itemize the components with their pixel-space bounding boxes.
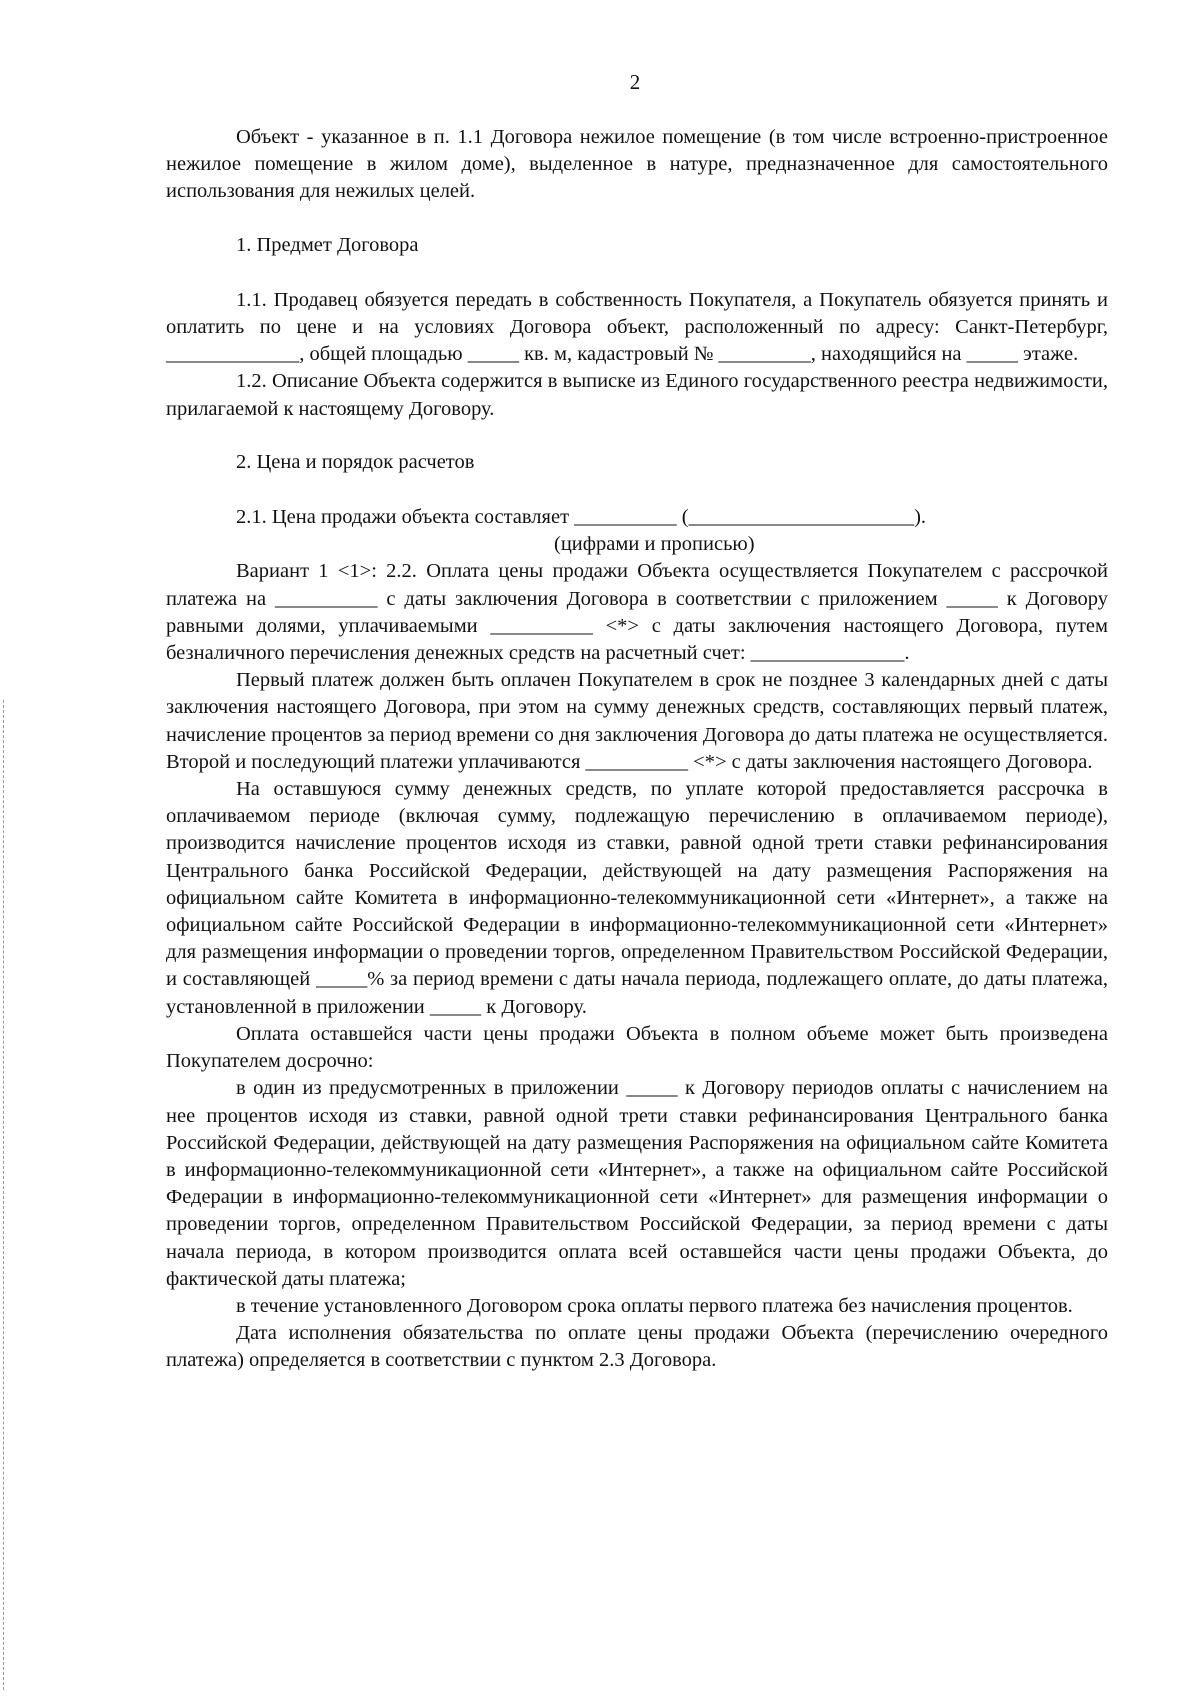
early-payment-option-2: в течение установленного Договором срока оплаты первого платежа без начисления процентов. <box>236 1294 1073 1317</box>
page-number: 2 <box>629 70 641 94</box>
clause-2-1: 2.1. Цена продажи объекта составляет __________ (______________________). <box>236 506 927 529</box>
document-body <box>166 124 1108 1375</box>
clause-2-1-caption: (цифрами и прописью) <box>554 533 755 556</box>
clause-2-2: Вариант 1 <1>: 2.2. Оплата цены продажи Объекта осуществляется Покупателем с рассрочкой платежа на __________ с даты заключения Договора в соответствии с приложением _____ к Договору равными долями, уплачиваемыми __________ <*> с даты заключения настоящего Договора, путем безналичного перечисления денежных средств на расчетный счет: _______________. <box>166 560 1108 665</box>
clause-1-2: 1.2. Описание Объекта содержится в выписке из Единого государственного реестра недвижимости, прилагаемой к настоящему Договору. <box>166 370 1108 420</box>
early-payment-option-1: в один из предусмотренных в приложении _____ к Договору периодов оплаты с начислением на нее процентов исходя из ставки, равной одной трети ставки рефинансирования Центрального банка Российской Федерации, действующей на дату размещения Распоряжения на официальном сайте Комитета в информационно-телекоммуникационной сети «Интернет», а также на официальном сайте Российской Федерации в информационно-телекоммуникационной сети «Интернет» для размещения информации о проведении торгов, определенном Правительством Российской Федерации, за период времени с даты начала периода, в котором производится оплата всей оставшейся части цены продажи Объекта, до фактической даты платежа; <box>166 1077 1108 1290</box>
payment-date-paragraph: Дата исполнения обязательства по оплате цены продажи Объекта (перечислению очередного платежа) определяется в соответствии с пунктом 2.3 Договора. <box>166 1322 1108 1372</box>
clause-1-1: 1.1. Продавец обязуется передать в собственность Покупателя, а Покупатель обязуется принять и оплатить по цене и на условиях Договора объект, расположенный по адресу: Санкт-Петербург, _____________, общей площадью _____ кв. м, кадастровый № _________, находящийся на _____ этаже. <box>166 288 1108 366</box>
early-payment-paragraph: Оплата оставшейся части цены продажи Объекта в полном объеме может быть произведена Покупателем досрочно: <box>166 1022 1108 1073</box>
section-heading-1: 1. Предмет Договора <box>236 233 419 256</box>
object-definition-paragraph: Объект - указанное в п. 1.1 Договора нежилое помещение (в том числе встроенно-пристроенное нежилое помещение в жилом доме), выделенное в натуре, предназначенное для самостоятельного использования для нежилых целей. <box>166 126 1108 203</box>
first-payment-paragraph: Первый платеж должен быть оплачен Покупателем в срок не позднее 3 календарных дней с даты заключения настоящего Договора, при этом на сумму денежных средств, составляющих первый платеж, начисление процентов за период времени со дня заключения Договора до даты платежа не осуществляется. Второй и последующий платежи уплачиваются __________ <*> с даты заключения настоящего Договора. <box>166 669 1108 773</box>
scan-edge-line <box>3 700 4 1690</box>
interest-paragraph: На оставшуюся сумму денежных средств, по уплате которой предоставляется рассрочка в оплачиваемом периоде (включая сумму, подлежащую перечислению в оплачиваемом периоде), производится начисление процентов исходя из ставки, равной одной трети ставки рефинансирования Центрального банка Российской Федерации, действующей на дату размещения Распоряжения на официальном сайте Комитета в информационно-телекоммуникационной сети «Интернет», а также на официальном сайте Российской Федерации в информационно-телекоммуникационной сети «Интернет» для размещения информации о проведении торгов, определенном Правительством Российской Федерации, и составляющей _____% за период времени с даты начала периода, подлежащего оплате, до даты платежа, установленной в приложении _____ к Договору. <box>166 778 1108 1018</box>
section-heading-2: 2. Цена и порядок расчетов <box>236 450 475 473</box>
